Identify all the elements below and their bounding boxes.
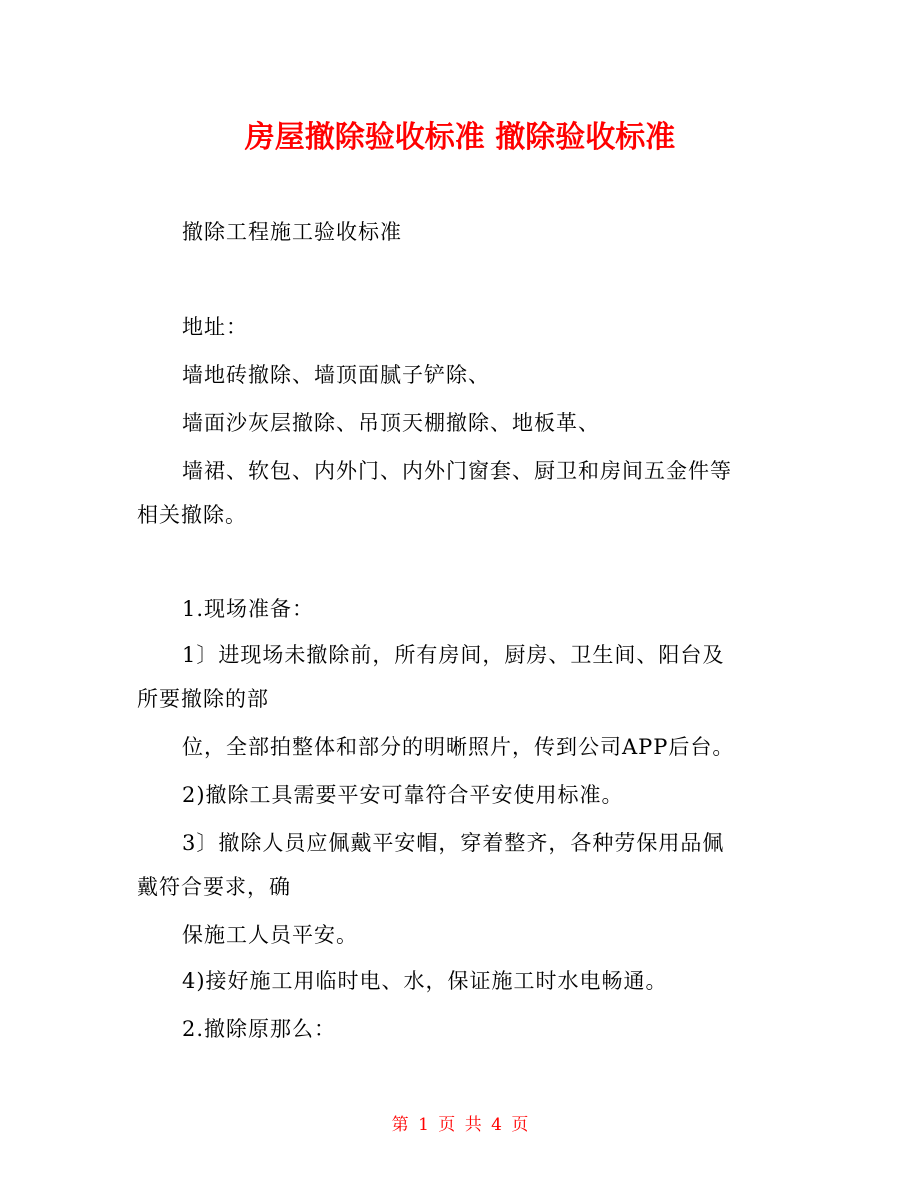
body-line: 保施工人员平安。 <box>182 923 358 947</box>
body-line: 位，全部拍整体和部分的明晰照片，传到公司APP后台。 <box>182 735 735 759</box>
body-line: 墙地砖撤除、墙顶面腻子铲除、 <box>182 363 490 387</box>
body-line: 墙裙、软包、内外门、内外门窗套、厨卫和房间五金件等 <box>182 459 732 483</box>
body-line: 4)接好施工用临时电、水，保证施工时水电畅通。 <box>182 969 668 993</box>
body-line: 相关撤除。 <box>137 503 247 527</box>
body-line: 3〕撤除人员应佩戴平安帽，穿着整齐，各种劳保用品佩 <box>182 831 725 855</box>
body-line: 戴符合要求，确 <box>137 875 291 899</box>
section-heading: 1.现场准备： <box>182 597 315 621</box>
body-line: 墙面沙灰层撤除、吊顶天棚撤除、地板革、 <box>182 411 600 435</box>
body-line: 所要撤除的部 <box>137 687 269 711</box>
page-footer: 第 1 页 共 4 页 <box>391 1115 529 1135</box>
address-label: 地址： <box>182 315 248 339</box>
body-line: 2)撤除工具需要平安可靠符合平安使用标准。 <box>182 783 624 807</box>
body-line: 1〕进现场未撤除前，所有房间，厨房、卫生间、阳台及 <box>182 643 725 667</box>
section-heading: 2.撤除原那么： <box>182 1017 337 1041</box>
subtitle-line: 撤除工程施工验收标准 <box>182 220 402 244</box>
document-title: 房屋撤除验收标准 撤除验收标准 <box>244 120 676 155</box>
